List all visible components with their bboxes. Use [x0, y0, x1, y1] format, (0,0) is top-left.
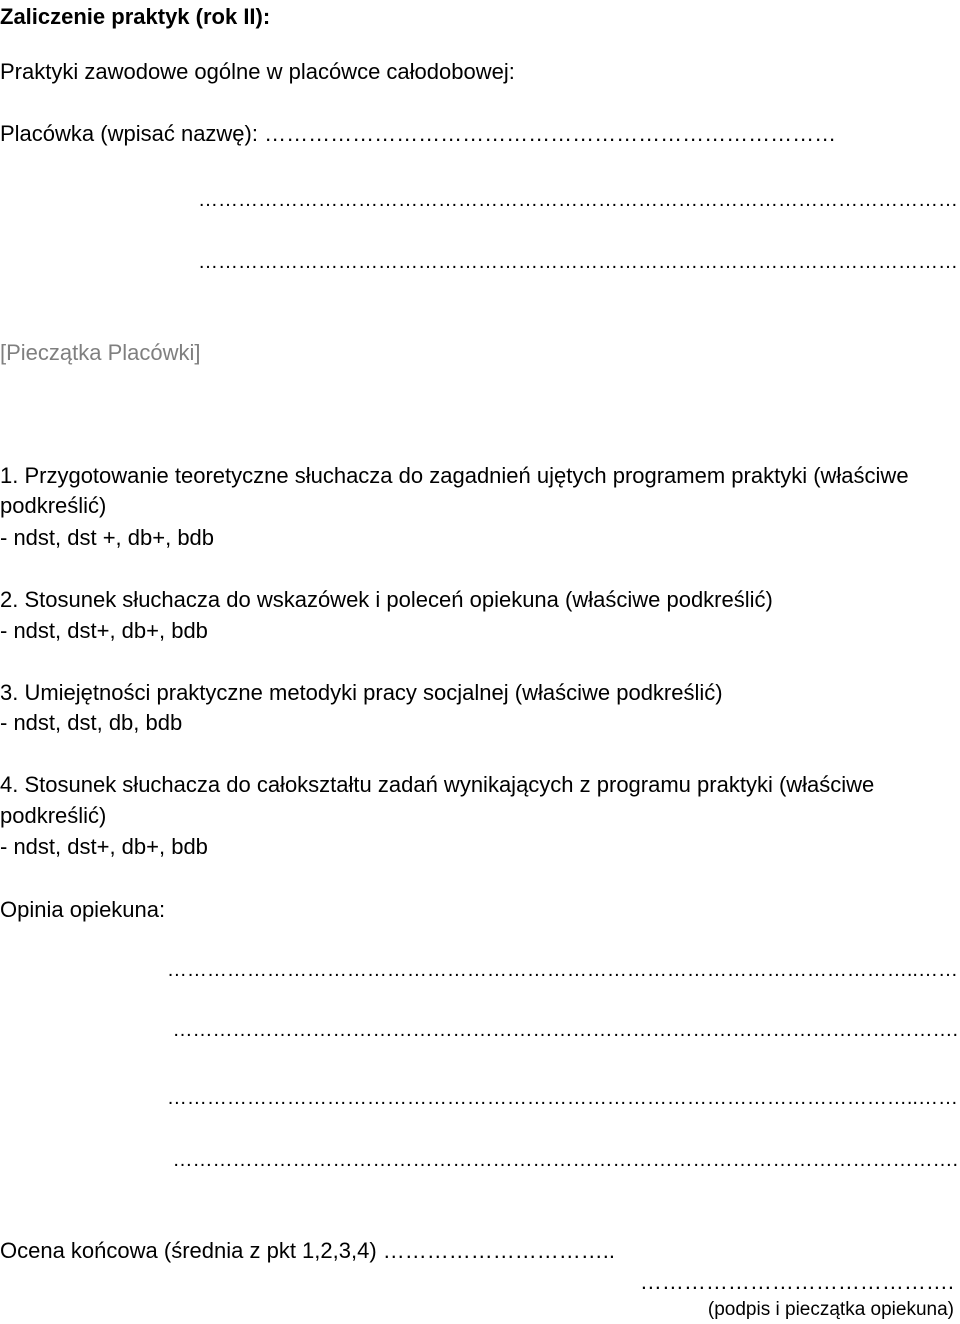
practice-type-label: Praktyki zawodowe ogólne w placówce całodobowej: — [0, 59, 515, 84]
facility-name-line-2[interactable]: …………………………………………………………………………………………………… — [198, 189, 958, 211]
page-title: Zaliczenie praktyk (rok II): — [0, 4, 271, 29]
facility-name-field[interactable]: Placówka (wpisać nazwę): …………………………………………………………………… — [0, 121, 837, 146]
criterion-2-text: 2. Stosunek słuchacza do wskazówek i poleceń opiekuna (właściwe podkreślić) — [0, 587, 773, 612]
criterion-3-grades[interactable]: - ndst, dst, db, bdb — [0, 710, 183, 735]
opinion-line-4[interactable]: ………………………………………………………………………………………………………. — [172, 1149, 958, 1171]
criterion-2-grades[interactable]: - ndst, dst+, db+, bdb — [0, 618, 208, 643]
signature-line[interactable]: ……………………………………. — [639, 1269, 954, 1294]
opinion-label: Opinia opiekuna: — [0, 897, 166, 922]
criterion-4-grades[interactable]: - ndst, dst+, db+, bdb — [0, 834, 208, 859]
opinion-line-2[interactable]: ………………………………………………………………………………………………………. — [172, 1019, 958, 1041]
opinion-line-1[interactable]: …………………………………………………………………………………………………..…… — [166, 959, 958, 981]
signature-caption: (podpis i pieczątka opiekuna) — [707, 1299, 954, 1320]
stamp-placeholder: [Pieczątka Placówki] — [0, 340, 201, 365]
criterion-1-text: 1. Przygotowanie teoretyczne słuchacza do zagadnień ujętych programem praktyki (właściwe — [0, 463, 909, 488]
criterion-4-text: 4. Stosunek słuchacza do całokształtu zadań wynikających z programu praktyki (właściwe — [0, 772, 875, 797]
opinion-line-3[interactable]: …………………………………………………………………………………………………..…… — [166, 1087, 958, 1109]
final-grade-field[interactable]: Ocena końcowa (średnia z pkt 1,2,3,4) ………………………….. — [0, 1238, 615, 1263]
criterion-3-text: 3. Umiejętności praktyczne metodyki pracy socjalnej (właściwe podkreślić) — [0, 680, 723, 705]
criterion-4-text-cont: podkreślić) — [0, 803, 107, 828]
facility-name-line-3[interactable]: …………………………………………………………………………………………………… — [198, 251, 958, 273]
criterion-1-text-cont: podkreślić) — [0, 493, 107, 518]
criterion-1-grades[interactable]: - ndst, dst +, db+, bdb — [0, 525, 215, 550]
